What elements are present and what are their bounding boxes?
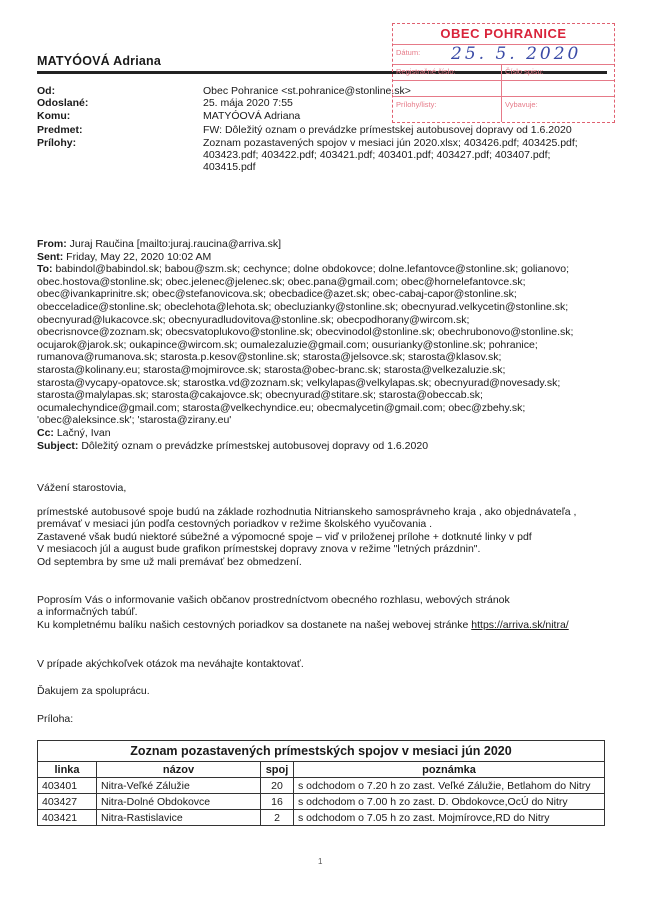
to-line: babindol@babindol.sk; babou@szm.sk; cechynce; dolne obdokovce; dolne.lefantovce@stonline.sk; golianovo; — [52, 263, 570, 276]
suspended-connections-table — [37, 740, 605, 826]
to-label: To: — [37, 263, 53, 276]
greeting: Vážení starostovia, — [37, 482, 127, 494]
subject-label: Subject: — [37, 439, 79, 452]
komu-value: MATYÓOVÁ Adriana — [203, 110, 301, 122]
forwarded-header — [37, 238, 597, 452]
attachments-list — [203, 137, 603, 173]
message-paragraph-2 — [37, 594, 607, 631]
attachment-line: 403423.pdf; 403422.pdf; 403421.pdf; 403401.pdf; 403427.pdf; 403407.pdf; — [203, 149, 551, 161]
message-line: a informačných tabúľ. — [37, 606, 138, 619]
to-line: starosta@kolinany.eu; starosta@mojmirovce.sk; starosta@obec-branc.sk; starosta@velkezaluzie.sk; — [37, 363, 506, 376]
message-line: premávať v mesiaci jún podľa cestovných poriadkov v režime školského vyučovania . — [37, 518, 433, 531]
column-header: linka — [38, 762, 97, 778]
column-header: názov — [97, 762, 261, 778]
stamp-prilohy-label: Prílohy/listy: — [396, 100, 437, 109]
cc-label: Cc: — [37, 426, 54, 439]
table-cell: 16 — [261, 794, 294, 810]
stamp-title: OBEC POHRANICE — [440, 26, 567, 41]
table-cell: Nitra-Dolné Obdokovce — [97, 794, 261, 810]
column-header: spoj — [261, 762, 294, 778]
stamp-cislo-label: Číslo spisu: — [505, 67, 544, 76]
to-line: obec.hostova@stonline.sk; obec.jelenec@jelenec.sk; obec.pana@gmail.com; obec@hornelefantovce.sk; — [37, 275, 526, 288]
to-line: ocujarok@jarok.sk; oukapince@wircom.sk; oumalezaluzie@gmail.com; ousurianky@stonline.sk; pohranice; — [37, 338, 538, 351]
stamp-handwritten-date: 25. 5. 2020 — [451, 44, 582, 64]
table-row — [38, 810, 605, 826]
column-header: poznámka — [294, 762, 605, 778]
table-row — [38, 794, 605, 810]
odoslane-value: 25. mája 2020 7:55 — [203, 97, 293, 109]
komu-label: Komu: — [37, 110, 71, 122]
from-value: Juraj Raučina [mailto:juraj.raucina@arriva.sk] — [66, 238, 282, 250]
predmet-label: Predmet: — [37, 124, 83, 136]
stamp-vybavuje-label: Vybavuje: — [505, 100, 538, 109]
stamp-datum-label: Dátum: — [396, 48, 421, 57]
table-cell: s odchodom o 7.20 h zo zast. Veľké Zálužie, Betlahom do Nitry — [294, 778, 605, 794]
attachment-line: 403415.pdf — [203, 161, 256, 173]
odoslane-label: Odoslané: — [37, 97, 89, 109]
stamp-reg-label: Registračné číslo: — [396, 67, 456, 76]
od-value: Obec Pohranice <st.pohranice@stonline.sk> — [203, 85, 411, 97]
message-line: Zastavené však budú niektoré súbežné a výpomocné spoje – viď v priloženej prílohe + dotknuté linky v pdf — [37, 530, 532, 543]
message-line: Poprosím Vás o informovanie vašich občanov prostredníctvom obecného rozhlasu, webových stránok — [37, 594, 510, 606]
to-line: starosta@malylapas.sk; starosta@cakajovce.sk; obecnyurad@stitare.sk; starosta@obeccab.sk; — [37, 389, 483, 402]
from-label: From: — [37, 238, 67, 250]
sent-value: Friday, May 22, 2020 10:02 AM — [63, 250, 212, 263]
table-cell: 403421 — [38, 810, 97, 826]
table-caption: Zoznam pozastavených prímestských spojov v mesiaci jún 2020 — [38, 741, 605, 762]
to-line: obecrisnovce@zoznam.sk; obecsvatoplukovo@stonline.sk; obecvinodol@stonline.sk; obechrubonovo@stonline.sk; — [37, 326, 574, 339]
predmet-value: FW: Dôležitý oznam o prevádzke prímestskej autobusovej dopravy od 1.6.2020 — [203, 124, 572, 136]
subject-value: Dôležitý oznam o prevádzke prímestskej autobusovej dopravy od 1.6.2020 — [78, 439, 429, 452]
table-cell: 403401 — [38, 778, 97, 794]
to-line: obecceladice@stonline.sk; obeclehota@lehota.sk; obecluzianky@stonline.sk; obecnyurad.velkycetin@stonline.sk; — [37, 300, 569, 313]
message-line: prímestské autobusové spoje budú na základe rozhodnutia Nitrianskeho samosprávneho kraja , ako objednávateľa , — [37, 506, 577, 518]
registry-stamp — [392, 23, 615, 123]
sent-label: Sent: — [37, 250, 64, 263]
table-cell: 20 — [261, 778, 294, 794]
table-cell: Nitra-Rastislavice — [97, 810, 261, 826]
table-row — [38, 778, 605, 794]
table-cell: 2 — [261, 810, 294, 826]
table-cell: s odchodom o 7.05 h zo zast. Mojmírovce,RD do Nitry — [294, 810, 605, 826]
cc-value: Lačný, Ivan — [53, 426, 111, 439]
sender-name: MATYÓOVÁ Adriana — [37, 54, 162, 68]
message-line: Od septembra by sme už mali premávať bez obmedzení. — [37, 555, 302, 568]
to-line: starosta@vycapy-opatovce.sk; starostka.vd@zoznam.sk; velkylapas@velkylapas.sk; obecnyurad@novesady.sk; — [37, 376, 561, 389]
page-number: 1 — [318, 857, 323, 866]
to-line: rumanova@rumanova.sk; starosta.p.kesov@stonline.sk; starosta@jelsovce.sk; starosta@klasov.sk; — [37, 351, 502, 364]
to-line: ocumalechyndice@gmail.com; starosta@velkechyndice.eu; obecmalycetin@gmail.com; obec@zbehy.sk; — [37, 401, 526, 414]
table-cell: s odchodom o 7.00 h zo zast. D. Obdokovce,OcÚ do Nitry — [294, 794, 605, 810]
prilohy-label: Prílohy: — [37, 137, 77, 149]
message-line: Ku kompletnému balíku našich cestovných poriadkov sa dostanete na našej webovej stránke — [37, 618, 472, 631]
message-paragraph-1 — [37, 506, 607, 568]
arriva-link[interactable]: https://arriva.sk/nitra/ — [471, 618, 569, 631]
message-paragraph-4: Ďakujem za spoluprácu. — [37, 685, 150, 697]
attachment-heading: Príloha: — [37, 713, 74, 725]
table-cell: Nitra-Veľké Zálužie — [97, 778, 261, 794]
to-line: obecnyurad@lukacovce.sk; obecnyuradludovitova@stonline.sk; obecpodhorany@wircom.sk; — [37, 313, 470, 326]
message-line: V mesiacoch júl a august bude grafikon prímestskej dopravy znova v režime "letných prázdnin". — [37, 543, 481, 556]
to-line: obec@ivankaprinitre.sk; obec@stefanovicova.sk; obecbadice@azet.sk; obec-cabaj-capor@stonline.sk; — [37, 288, 517, 301]
message-paragraph-3: V prípade akýchkoľvek otázok ma neváhajte kontaktovať. — [37, 658, 304, 670]
table-cell: 403427 — [38, 794, 97, 810]
od-label: Od: — [37, 85, 56, 97]
to-line: 'obec@aleksince.sk'; 'starosta@zirany.eu' — [37, 414, 232, 427]
attachment-line: Zoznam pozastavených spojov v mesiaci jún 2020.xlsx; 403426.pdf; 403425.pdf; — [203, 137, 578, 149]
